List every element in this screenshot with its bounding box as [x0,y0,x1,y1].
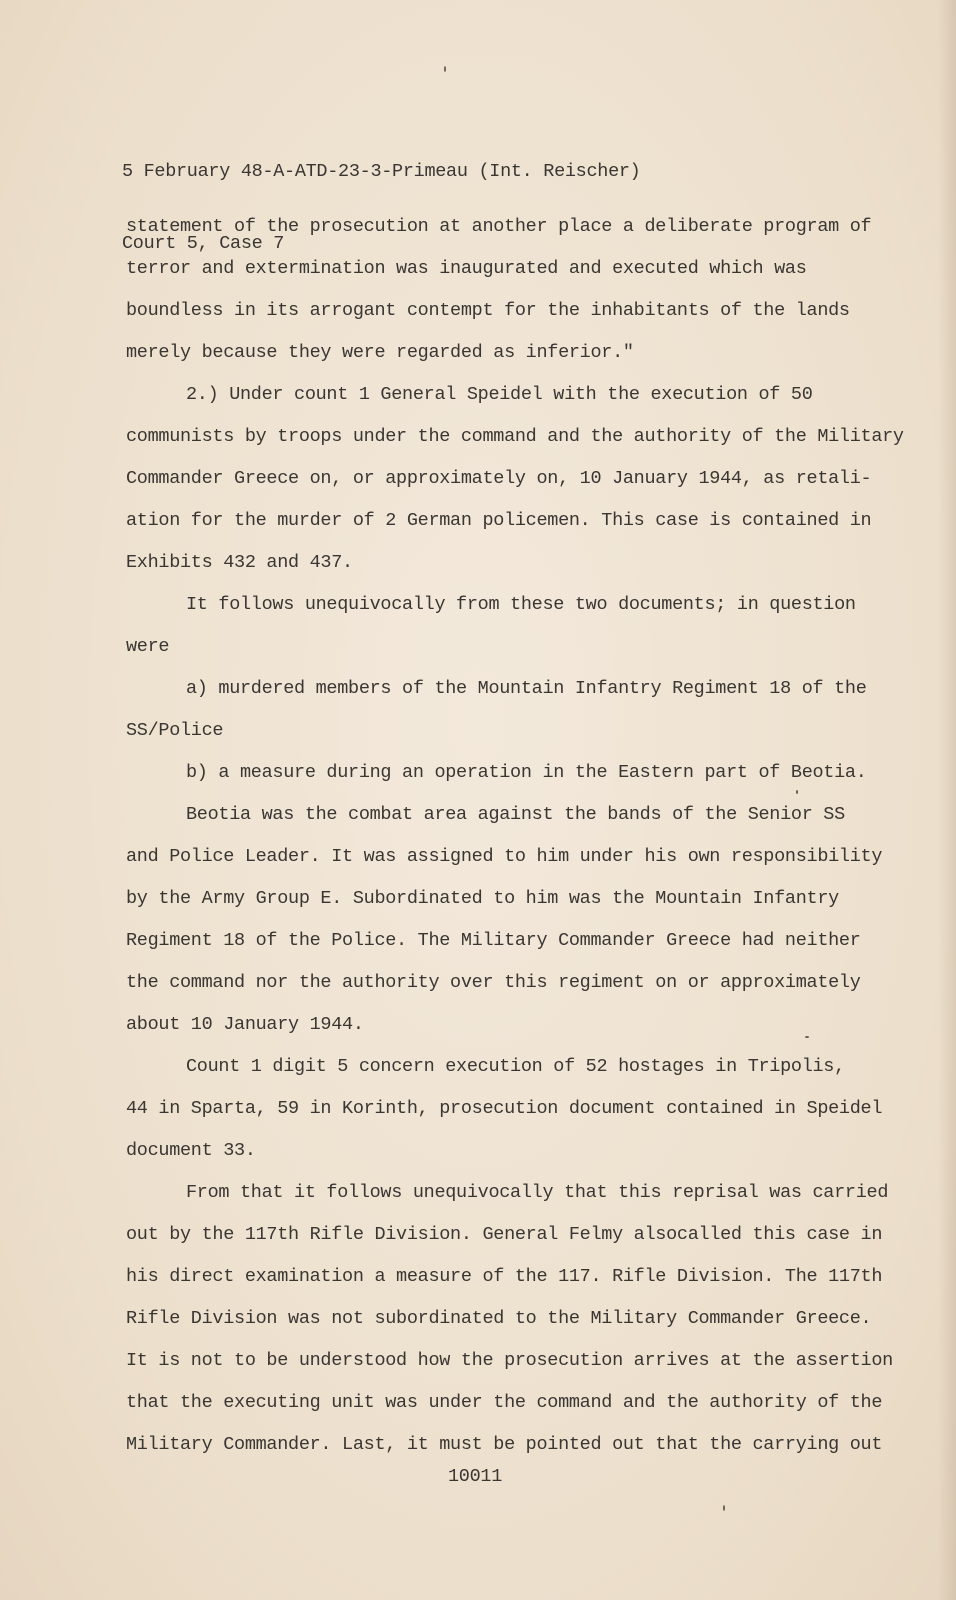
body-line: ation for the murder of 2 German policemen. This case is contained in [126,510,872,531]
header-line-1: 5 February 48-A-ATD-23-3-Primeau (Int. Reischer) [122,161,641,182]
body-line: Commander Greece on, or approximately on, 10 January 1944, as retali- [126,468,872,489]
body-line: SS/Police [126,720,224,741]
body-line: his direct examination a measure of the 117. Rifle Division. The 117th [126,1266,883,1287]
body-line: the command nor the authority over this regiment on or approximately [126,972,861,993]
body-line: Regiment 18 of the Police. The Military Commander Greece had neither [126,930,861,951]
body-line: Military Commander. Last, it must be pointed out that the carrying out [126,1434,883,1455]
body-line: Exhibits 432 and 437. [126,552,353,573]
body-line: statement of the prosecution at another place a deliberate program of [126,216,872,237]
body-line: merely because they were regarded as inferior." [126,342,634,363]
paragraph-start-line: Beotia was the combat area against the bands of the Senior SS [186,804,845,825]
body-line: It is not to be understood how the prosecution arrives at the assertion [126,1350,893,1371]
body-line: by the Army Group E. Subordinated to him was the Mountain Infantry [126,888,839,909]
paragraph-start-line: From that it follows unequivocally that this reprisal was carried [186,1182,889,1203]
list-item-line: a) murdered members of the Mountain Infantry Regiment 18 of the [186,678,867,699]
body-line: boundless in its arrogant contempt for the inhabitants of the lands [126,300,850,321]
paper-speck [723,1505,725,1511]
paragraph-start-line: It follows unequivocally from these two documents; in question [186,594,856,615]
body-line: document 33. [126,1140,256,1161]
body-line: 44 in Sparta, 59 in Korinth, prosecution document contained in Speidel [126,1098,883,1119]
body-line: were [126,636,170,657]
body-line: and Police Leader. It was assigned to him under his own responsibility [126,846,883,867]
body-line: terror and extermination was inaugurated and executed which was [126,258,807,279]
body-line: communists by troops under the command and the authority of the Military [126,426,904,447]
page-number: 10011 [448,1466,503,1487]
body-line: about 10 January 1944. [126,1014,364,1035]
paragraph-start-line: Count 1 digit 5 concern execution of 52 hostages in Tripolis, [186,1056,845,1077]
page-edge-shadow [938,0,956,1600]
paper-speck [444,66,446,72]
body-line: out by the 117th Rifle Division. General Felmy alsocalled this case in [126,1224,883,1245]
paragraph-start-line: 2.) Under count 1 General Speidel with the execution of 50 [186,384,813,405]
list-item-line: b) a measure during an operation in the Eastern part of Beotia. [186,762,867,783]
header-line-2: Court 5, Case 7 [122,233,285,254]
body-line: Rifle Division was not subordinated to the Military Commander Greece. [126,1308,872,1329]
body-line: that the executing unit was under the command and the authority of the [126,1392,883,1413]
paper-speck [805,1036,809,1038]
paper-speck [796,790,798,794]
